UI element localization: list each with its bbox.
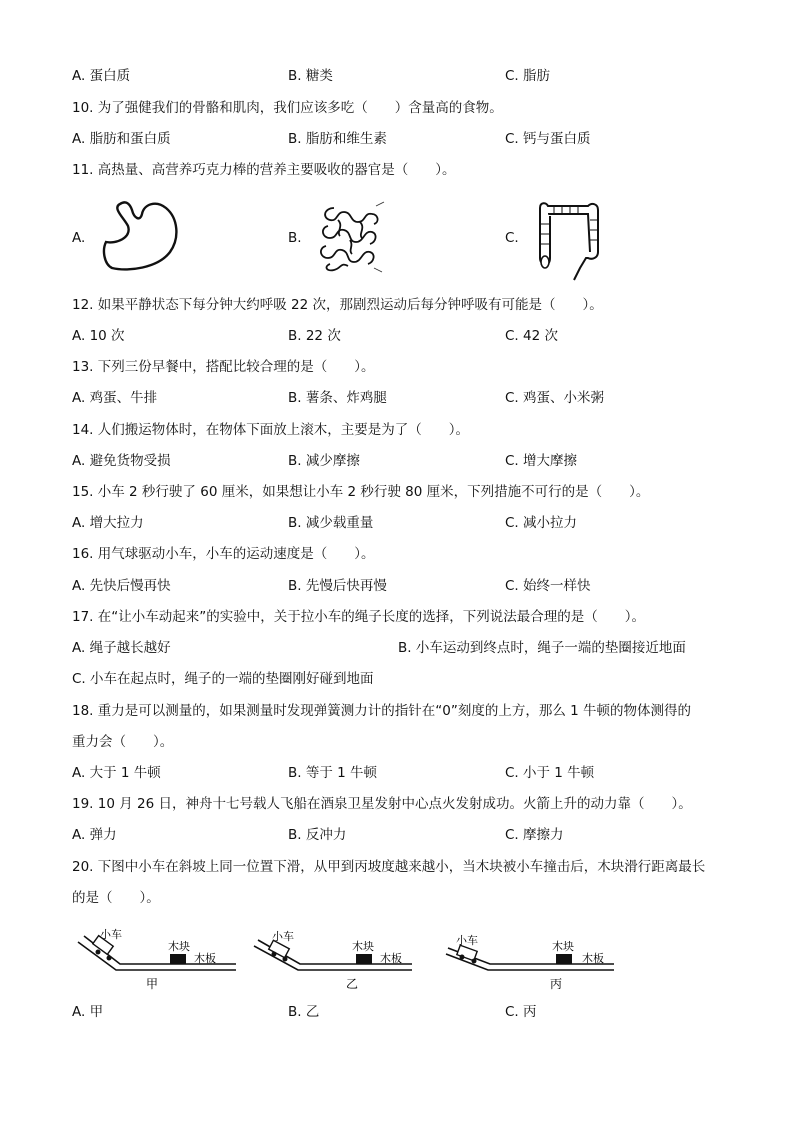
q12-option-c: C. 42 次 (505, 328, 558, 344)
q17-option-b: B. 小车运动到终点时，绳子一端的垫圈接近地面 (398, 640, 686, 656)
panel-label-yi: 乙 (346, 977, 359, 991)
block-label-yi: 木块 (352, 940, 374, 953)
ramp-diagram-jia (76, 924, 246, 994)
large-intestine-image (532, 196, 604, 282)
q19-option-a: A. 弹力 (72, 827, 117, 843)
block-label-bing: 木块 (552, 940, 574, 953)
panel-label-bing: 丙 (550, 977, 563, 991)
q15-option-c: C. 减小拉力 (505, 515, 578, 531)
q9-option-b: B. 糖类 (288, 68, 333, 84)
q16-option-c: C. 始终一样快 (505, 578, 591, 594)
q13-stem: 13. 下列三份早餐中，搭配比较合理的是（ ）。 (72, 359, 375, 375)
q20-option-b: B. 乙 (288, 1004, 320, 1020)
q16-stem: 16. 用气球驱动小车，小车的运动速度是（ ）。 (72, 546, 375, 562)
board-label-bing: 木板 (582, 952, 604, 965)
car-label-jia: 小车 (100, 928, 122, 941)
q17-option-c: C. 小车在起点时，绳子的一端的垫圈刚好碰到地面 (72, 671, 374, 687)
q16-option-a: A. 先快后慢再快 (72, 578, 171, 594)
q16-option-b: B. 先慢后快再慢 (288, 578, 387, 594)
ramp-diagram-bing (444, 924, 622, 994)
q17-option-a: A. 绳子越长越好 (72, 640, 171, 656)
q20-stem-line1: 20. 下图中小车在斜坡上同一位置下滑，从甲到丙坡度越来越小，当木块被小车撞击后，木块滑行距离最长 (72, 859, 706, 875)
q10-option-a: A. 脂肪和蛋白质 (72, 131, 171, 147)
q12-stem: 12. 如果平静状态下每分钟大约呼吸 22 次，那剧烈运动后每分钟呼吸有可能是（ ）。 (72, 297, 603, 313)
q13-option-a: A. 鸡蛋、牛排 (72, 390, 158, 406)
q18-option-a: A. 大于 1 牛顿 (72, 765, 161, 781)
q9-option-c: C. 脂肪 (505, 68, 551, 84)
q14-option-b: B. 减少摩擦 (288, 453, 360, 469)
q15-option-b: B. 减少载重量 (288, 515, 374, 531)
q10-option-c: C. 钙与蛋白质 (505, 131, 591, 147)
ramp-diagram-yi (252, 924, 422, 994)
q19-option-c: C. 摩擦力 (505, 827, 564, 843)
block-label-jia: 木块 (168, 940, 190, 953)
q15-stem: 15. 小车 2 秒行驶了 60 厘米，如果想让小车 2 秒行驶 80 厘米，下列措施不可行的是（ ）。 (72, 484, 650, 500)
q11-option-a: A. (72, 230, 86, 246)
car-label-yi: 小车 (272, 930, 294, 943)
q18-stem-line1: 18. 重力是可以测量的，如果测量时发现弹簧测力计的指针在“0”刻度的上方，那么 1 牛顿的物体测得的 (72, 703, 692, 719)
q9-option-a: A. 蛋白质 (72, 68, 131, 84)
q10-option-b: B. 脂肪和维生素 (288, 131, 387, 147)
q14-option-a: A. 避免货物受损 (72, 453, 171, 469)
wood-block-yi (356, 954, 372, 964)
q12-option-a: A. 10 次 (72, 328, 125, 344)
q14-option-c: C. 增大摩擦 (505, 453, 578, 469)
q13-option-b: B. 薯条、炸鸡腿 (288, 390, 387, 406)
q19-stem: 19. 10 月 26 日，神舟十七号载人飞船在酒泉卫星发射中心点火发射成功。火箭上升的动力靠（ ）。 (72, 796, 692, 812)
q18-option-b: B. 等于 1 牛顿 (288, 765, 378, 781)
wood-block-jia (170, 954, 186, 964)
q10-stem: 10. 为了强健我们的骨骼和肌肉，我们应该多吃（ ）含量高的食物。 (72, 100, 503, 116)
q18-stem-line2: 重力会（ ）。 (72, 734, 174, 750)
panel-label-jia: 甲 (146, 977, 159, 991)
car-label-bing: 小车 (456, 934, 478, 947)
wood-block-bing (556, 954, 572, 964)
stomach-image (98, 198, 180, 272)
q11-option-b: B. (288, 230, 302, 246)
q12-option-b: B. 22 次 (288, 328, 341, 344)
q11-stem: 11. 高热量、高营养巧克力棒的营养主要吸收的器官是（ ）。 (72, 162, 456, 178)
board-label-jia: 木板 (194, 952, 216, 965)
q13-option-c: C. 鸡蛋、小米粥 (505, 390, 605, 406)
board-label-yi: 木板 (380, 952, 402, 965)
q18-option-c: C. 小于 1 牛顿 (505, 765, 595, 781)
q15-option-a: A. 增大拉力 (72, 515, 144, 531)
q11-option-c: C. (505, 230, 519, 246)
q14-stem: 14. 人们搬运物体时，在物体下面放上滚木，主要是为了（ ）。 (72, 422, 470, 438)
q19-option-b: B. 反冲力 (288, 827, 347, 843)
small-intestine-image (314, 200, 386, 276)
q17-stem: 17. 在“让小车动起来”的实验中，关于拉小车的绳子长度的选择，下列说法最合理的是（ ）。 (72, 609, 645, 625)
q20-option-c: C. 丙 (505, 1004, 537, 1020)
q20-stem-line2: 的是（ ）。 (72, 890, 160, 906)
q20-option-a: A. 甲 (72, 1004, 104, 1020)
